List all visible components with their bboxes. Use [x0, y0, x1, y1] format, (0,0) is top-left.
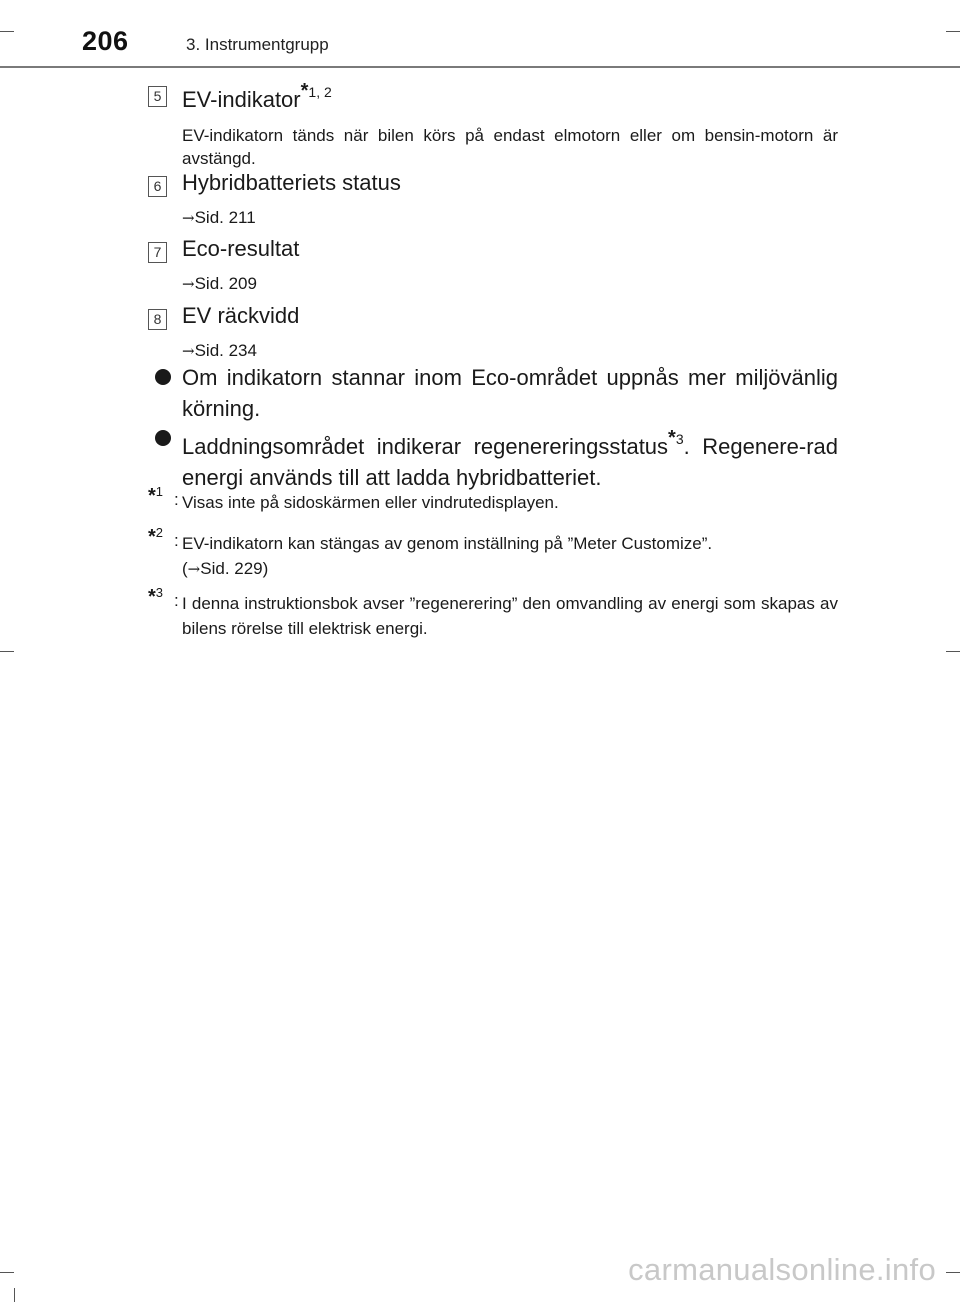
page-number: 206: [82, 26, 129, 56]
item-ev-range: [148, 303, 838, 363]
footnote-marker: *$^1$: [148, 484, 164, 507]
chapter-title: 3. Instrumentgrupp: [186, 35, 329, 54]
crop-mark: [0, 651, 14, 652]
page-reference: Sid. 229: [200, 559, 263, 578]
footnote-marker: *$^3$: [148, 585, 164, 608]
footnote-text: EV-indikatorn kan stängas av genom inställning på ”Meter Customize”. (→Sid. 229): [182, 534, 713, 578]
bullet-eco-area: [155, 362, 838, 424]
item-ev-indicator: [148, 80, 838, 170]
bullet-text: Om indikatorn stannar inom Eco-området uppnås mer miljövänlig körning.: [182, 365, 838, 421]
page-reference: →Sid. 209: [182, 274, 257, 293]
watermark: carmanualsonline.info: [628, 1252, 936, 1287]
bullet-icon: [155, 430, 171, 446]
item-number-badge: 5: [148, 86, 167, 107]
bullet-charge-area: [155, 423, 838, 490]
page-reference: →Sid. 234: [182, 341, 257, 360]
item-title: Hybridbatteriets status: [182, 170, 401, 195]
footnote-2: *$^2$ : EV-indikatorn kan stängas av genom inställning på ”Meter Customize”. (→Sid. 229): [148, 531, 838, 581]
header-divider: [0, 66, 960, 68]
footnote-marker: *$^2$: [148, 525, 164, 548]
bullet-icon: [155, 369, 171, 385]
footnote-3: *$^3$ : I denna instruktionsbok avser ”regenerering” den omvandling av energi som skapas av bilens rörelse till elektrisk energi.: [148, 591, 838, 641]
item-eco-result: [148, 236, 838, 296]
footnote-text: I denna instruktionsbok avser ”regenerering” den omvandling av energi som skapas av bilens rörelse till elektrisk energi.: [182, 594, 838, 638]
footnote-1: *$^1$ : Visas inte på sidoskärmen eller vindrutedisplayen.: [148, 490, 838, 518]
item-number-badge: 8: [148, 309, 167, 330]
crop-mark: [14, 1288, 15, 1302]
item-title: EV-indikator$^{*1, 2}$: [182, 80, 332, 112]
arrow-right-icon: →: [182, 209, 195, 227]
arrow-right-icon: →: [187, 560, 201, 578]
footnote-text: Visas inte på sidoskärmen eller vindrutedisplayen.: [182, 493, 559, 512]
page-header: [0, 26, 960, 68]
arrow-right-icon: →: [182, 342, 195, 360]
page-reference: →Sid. 211: [182, 208, 256, 227]
bullet-text: Laddningsområdet indikerar regenereringsstatus$^{*3}$. Regenere-rad energi används till att ladda hybridbatteriet.: [182, 427, 838, 490]
item-title: Eco-resultat: [182, 236, 300, 261]
footnote-star: *: [668, 427, 676, 449]
item-title: EV räckvidd: [182, 303, 300, 328]
arrow-right-icon: →: [182, 275, 195, 293]
item-number-badge: 6: [148, 176, 167, 197]
crop-mark: [946, 651, 960, 652]
footnote-star: *: [300, 80, 309, 102]
crop-mark: [946, 1272, 960, 1273]
item-number-badge: 7: [148, 242, 167, 263]
item-hybrid-battery-status: [148, 170, 838, 230]
crop-mark: [0, 1272, 14, 1273]
item-description: EV-indikatorn tänds när bilen körs på endast elmotorn eller om bensin-motorn är avstängd.: [182, 126, 838, 168]
